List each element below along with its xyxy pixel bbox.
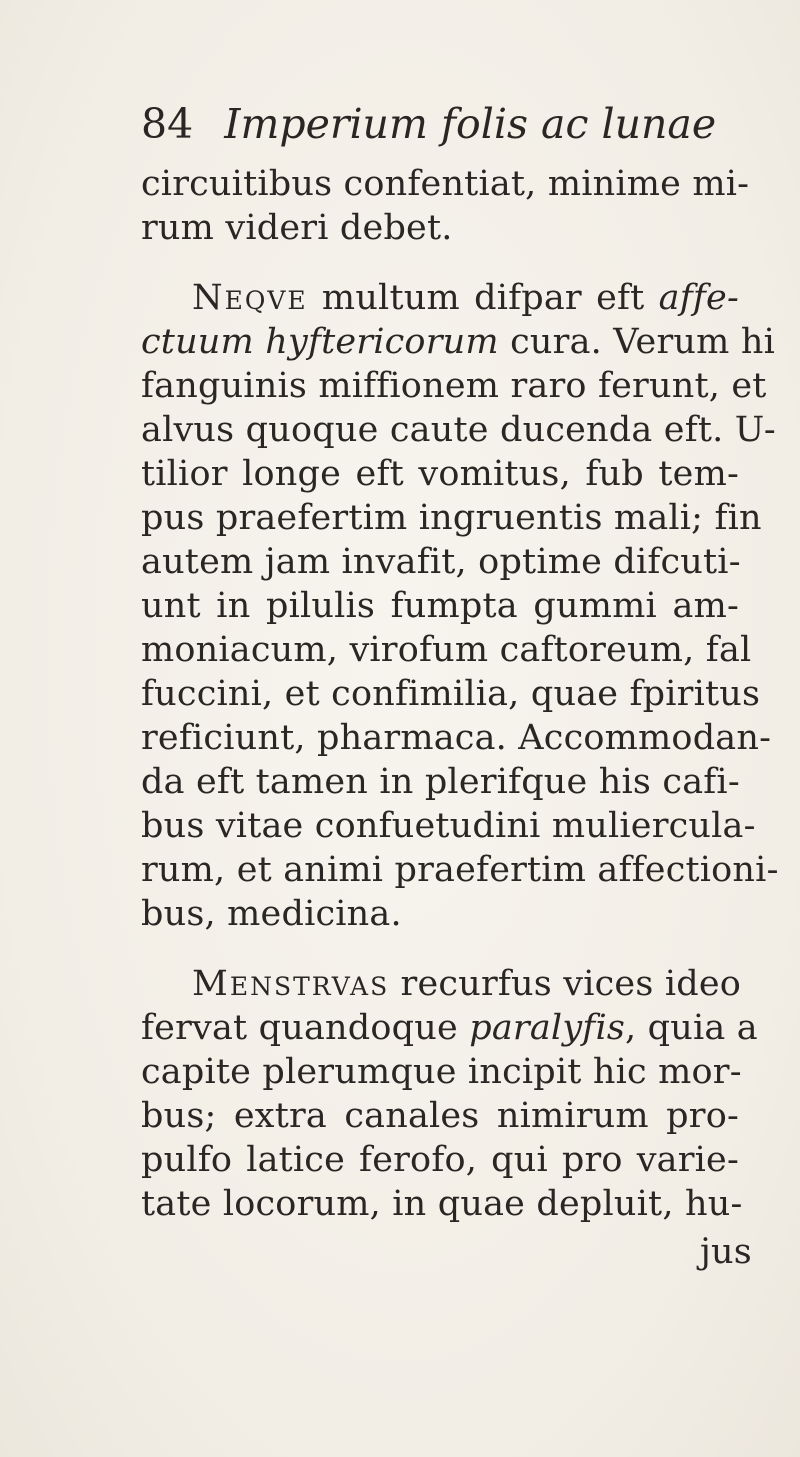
text-line: moniacum, virofum caftoreum, fal [141,630,752,670]
italic-term: paralyfis [469,1008,625,1048]
text-line: fuccini, et confimilia, quae fpiritus [141,674,761,714]
text-line: tate locorum, in quae depluit, hu- [141,1184,743,1224]
text-line: da eft tamen in plerifque his cafi- [141,762,740,802]
text-line: capite plerumque incipit hic mor- [141,1052,742,1092]
italic-term: ctuum hyftericorum [141,322,499,362]
text-line: alvus quoque caute ducenda eft. U- [141,410,776,450]
text-line: bus vitae confuetudini muliercula- [141,806,756,846]
text-line: rum, et animi praefertim affectioni- [141,850,779,890]
text-line: reficiunt, pharmaca. Accommodan- [141,718,772,758]
running-title: Imperium folis ac lunae [224,100,717,148]
text-line: bus, medicina. [141,894,402,934]
text-line [192,962,742,1006]
text-run: cura. Verum hi [498,322,775,362]
text-line: rum videri debet. [141,208,453,248]
catchword: jus [700,1232,752,1272]
text-line: fanguinis miffionem raro ferunt, et [141,366,767,406]
paragraph-lead-word: Menstrvas [192,964,390,1004]
text-line: pulfo latice ferofo, qui pro varie- [141,1140,739,1180]
text-run: multum difpar eft [307,278,659,318]
text-line [141,1006,758,1050]
text-run: , quia a [625,1008,758,1048]
text-run: fervat quandoque [141,1008,470,1048]
italic-term: affe- [658,278,739,318]
page-header [141,100,741,156]
text-line: autem jam invafit, optime difcuti- [141,542,741,582]
text-run: recurfus vices ideo [389,964,742,1004]
text-line: tilior longe eft vomitus, fub tem- [141,454,739,494]
page-number: 84 [141,100,194,148]
text-line: unt in pilulis fumpta gummi am- [141,586,739,626]
text-line [192,276,739,320]
text-line: circuitibus confentiat, minime mi- [141,164,750,204]
text-line: pus praefertim ingruentis mali; fin [141,498,762,538]
text-line [141,320,775,364]
paragraph-lead-word: Neqve [192,278,308,318]
text-line: bus; extra canales nimirum pro- [141,1096,739,1136]
